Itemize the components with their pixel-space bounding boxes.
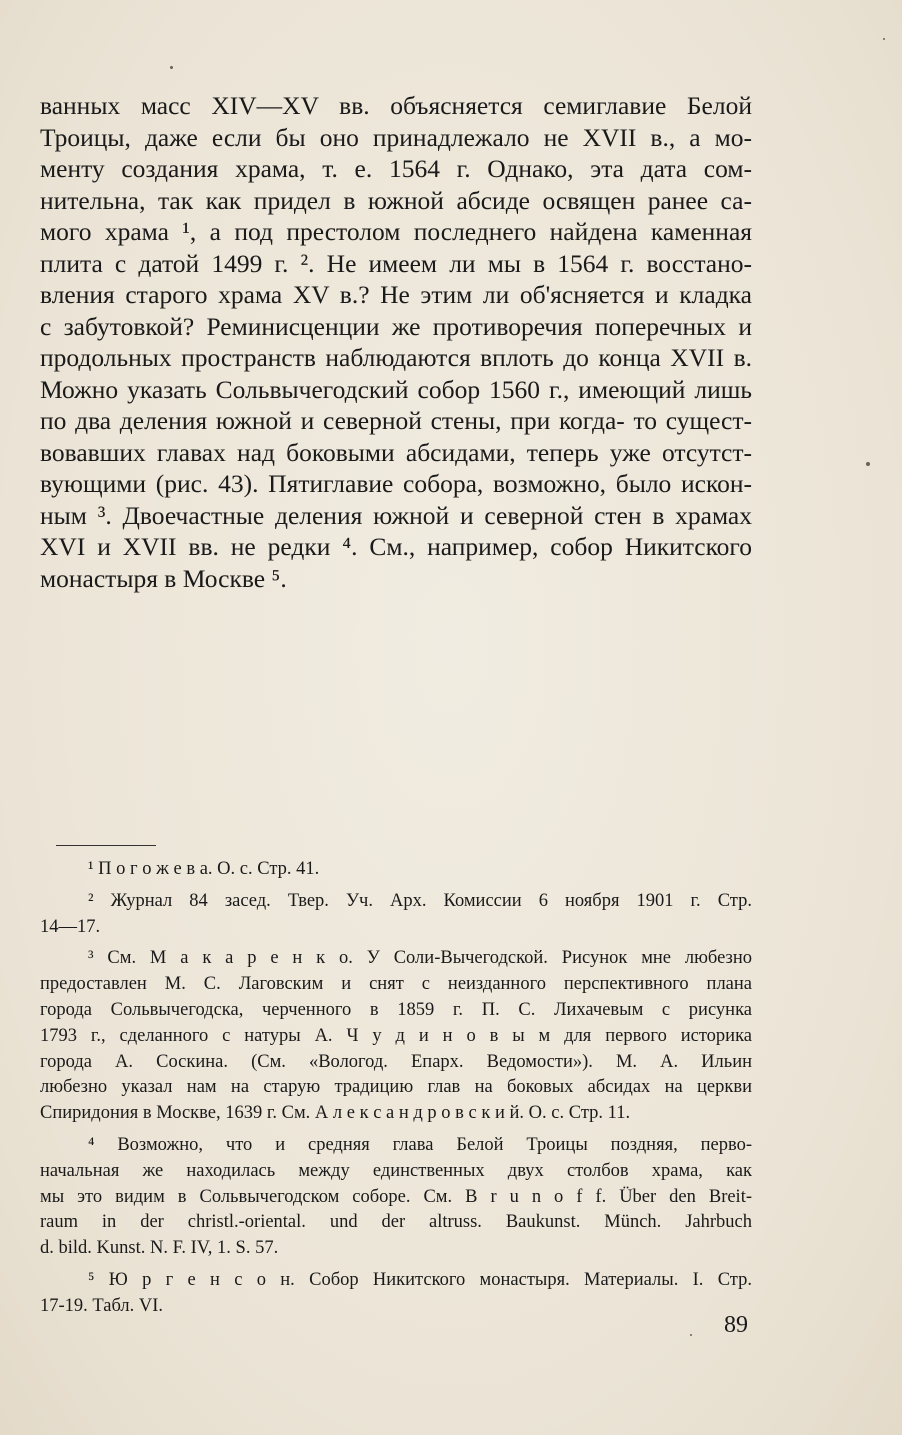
text-line: Троицы, даже если бы оно принадлежало не XVII в., а мо- <box>40 122 752 152</box>
footnote-line: 17-19. Табл. VI. <box>40 1295 164 1316</box>
footnote <box>40 946 752 1127</box>
footnote-line: d. bild. Kunst. N. F. IV, 1. S. 57. <box>40 1238 279 1259</box>
footnote-line: 1793 г., сделанного с натуры А. Ч у д и н о в ы м для первого историка <box>40 1025 752 1046</box>
text-line: вления старого храма XV в.? Не этим ли об'ясняется и кладка <box>40 280 752 309</box>
text-line: монастыря в Москве ⁵. <box>40 563 287 593</box>
footnote-line: начальная же находилась между единственных двух столбов храма, как <box>40 1160 752 1181</box>
footnote <box>40 857 752 883</box>
text-line: Можно указать Сольвычегодский собор 1560 г., имеющий лишь <box>40 374 752 404</box>
footnote-line: ⁴ Возможно, что и средняя глава Белой Троицы поздняя, перво- <box>88 1134 752 1155</box>
text-line: продольных пространств наблюдаются вплоть до конца XVII в. <box>40 343 752 372</box>
text-line: плита с датой 1499 г. ². Не имеем ли мы в 1564 г. восстано- <box>40 248 752 278</box>
footnote-line: мы это видим в Сольвычегодском соборе. См. B r u n o f f. Über den Breit- <box>40 1186 752 1207</box>
footnote-line: raum in der christl.-oriental. und der altruss. Baukunst. Münch. Jahrbuch <box>40 1212 752 1233</box>
text-line: XVI и XVII вв. не редки ⁴. См., например, собор Никитского <box>40 532 752 561</box>
footnote-line: 14—17. <box>40 916 101 937</box>
footnote-line: любезно указал нам на старую традицию глав на боковых абсидах на церкви <box>40 1077 752 1098</box>
text-line: по два деления южной и северной стены, при когда- то сущест- <box>40 406 752 435</box>
text-line: мого храма ¹, а под престолом последнего найдена каменная <box>40 217 752 246</box>
body-text <box>40 90 752 594</box>
footnote <box>40 1133 752 1262</box>
footnotes <box>40 857 752 1326</box>
text-line: вующими (рис. 43). Пятиглавие собора, возможно, было искон- <box>40 469 752 498</box>
text-line: вовавших главах над боковыми абсидами, теперь уже отсутст- <box>40 437 752 467</box>
text-line: менту создания храма, т. е. 1564 г. Однако, эта дата сом- <box>40 154 752 183</box>
paper-speck <box>690 1334 692 1336</box>
footnote <box>40 889 752 941</box>
footnote-line: предоставлен М. С. Лаговским и снят с неизданного перспективного плана <box>40 974 752 995</box>
text-line: ванных масс XIV—XV вв. объясняется семиглавие Белой <box>40 91 752 120</box>
page-number: 89 <box>724 1312 748 1338</box>
footnote-line: города А. Соскина. (См. «Вологод. Епарх. Ведомости»). М. А. Ильин <box>40 1051 752 1072</box>
footnote <box>40 1268 752 1320</box>
footnote-line: ² Журнал 84 засед. Твер. Уч. Арх. Комиссии 6 ноября 1901 г. Стр. <box>88 890 752 911</box>
paper-speck <box>866 462 870 466</box>
footnote-line: ³ См. М а к а р е н к о. У Соли-Вычегодской. Рисунок мне любезно <box>88 948 752 969</box>
paper-speck <box>170 66 173 69</box>
footnote-line: города Сольвычегодска, черченного в 1859 г. П. С. Лихачевым с рисунка <box>40 999 752 1020</box>
footnote-line: ⁵ Ю р г е н с о н. Собор Никитского монастыря. Материалы. I. Стр. <box>88 1269 752 1290</box>
text-line: нительна, так как придел в южной абсиде освящен ранее са- <box>40 185 752 215</box>
text-line: ным ³. Двоечастные деления южной и северной стен в храмах <box>40 500 752 530</box>
paper-speck <box>883 38 885 40</box>
footnote-line: Спиридония в Москве, 1639 г. См. А л е к с а н д р о в с к и й. О. с. Стр. 11. <box>40 1103 631 1124</box>
footnote-separator <box>56 845 156 846</box>
text-line: с забутовкой? Реминисценции же противоречия поперечных и <box>40 311 752 341</box>
footnote-line: ¹ П о г о ж е в а. О. с. Стр. 41. <box>88 859 320 879</box>
